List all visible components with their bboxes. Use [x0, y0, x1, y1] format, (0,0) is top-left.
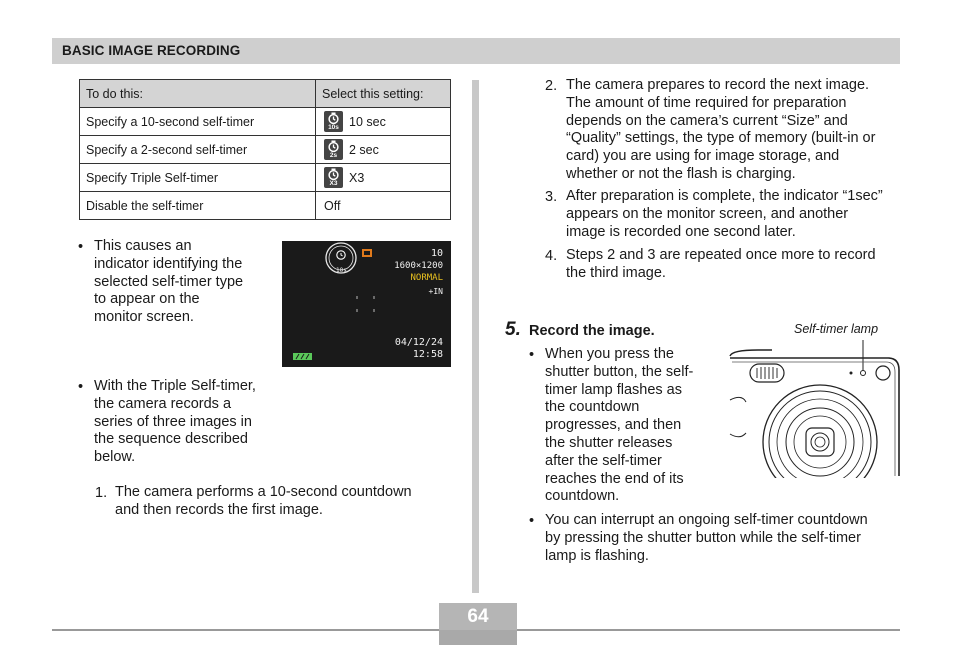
bullet-icon: •	[529, 513, 535, 529]
column-divider	[472, 80, 479, 593]
step-text: The camera prepares to record the next image. The amount of time required for preparation depends on the camera’s current “Size” and “Quality” settings, the type of memory (built-in or card) you are using for image storage, and whether or not the flash is charging.	[566, 77, 876, 182]
bullet-icon: •	[78, 379, 84, 395]
step-number: 2.	[545, 78, 558, 94]
step-number: 4.	[545, 248, 558, 264]
setting-value: X3	[349, 170, 365, 185]
table-row	[80, 108, 451, 136]
bullet-icon: •	[78, 239, 84, 255]
setting-value: Off	[324, 198, 341, 213]
bullet-text-interrupt: You can interrupt an ongoing self-timer countdown by pressing the shutter button while the self-timer lamp is flashing.	[545, 512, 868, 564]
monitor-timer-label: 10s	[336, 267, 347, 274]
self-timer-lamp-label: Self-timer lamp	[794, 322, 879, 336]
monitor-time: 12:58	[412, 349, 443, 360]
bullet-icon: •	[529, 347, 535, 363]
table-row	[80, 136, 451, 164]
table-header-action: To do this:	[80, 80, 316, 108]
table-cell-setting	[316, 164, 451, 192]
step-five-title: Record the image.	[529, 323, 655, 339]
step-text: The camera performs a 10-second countdown and then records the first image.	[115, 484, 412, 518]
table-cell-action: Disable the self-timer	[80, 192, 316, 220]
bullet-text-shutter: When you press the shutter button, the self- timer lamp flashes as the countdown progresses, and then the shutter releases after the self-timer reaches the end of its countdown.	[545, 346, 694, 505]
step-number: 3.	[545, 189, 558, 205]
monitor-shot-count: 10	[430, 248, 443, 259]
table-cell-setting	[316, 108, 451, 136]
step-five-number: 5.	[505, 319, 521, 340]
monitor-image-size: 1600×1200	[394, 261, 443, 271]
monitor-date: 04/12/24	[394, 337, 443, 348]
monitor-memory: +IN	[428, 287, 443, 296]
table-cell-action: Specify a 2-second self-timer	[80, 136, 316, 164]
step-number: 1.	[95, 485, 108, 501]
setting-value: 10 sec	[349, 114, 386, 129]
section-title: BASIC IMAGE RECORDING	[62, 43, 241, 58]
bullet-text-triple-timer: With the Triple Self-timer, the camera records a series of three images in the sequence described below.	[94, 378, 256, 466]
table-cell-setting	[316, 136, 451, 164]
self-timer-icon: 10s	[324, 111, 343, 132]
self-timer-settings-table	[79, 79, 451, 220]
self-timer-icon: 2s	[324, 139, 343, 160]
table-header-setting: Select this setting:	[316, 80, 451, 108]
step-text: Steps 2 and 3 are repeated once more to record the third image.	[566, 247, 876, 281]
table-row	[80, 192, 451, 220]
page-number-box	[439, 603, 517, 645]
table-cell-action: Specify Triple Self-timer	[80, 164, 316, 192]
bullet-text-indicator: This causes an indicator identifying the selected self-timer type to appear on the monitor screen.	[94, 238, 244, 326]
table-header-row	[80, 80, 451, 108]
monitor-screen-image	[282, 241, 451, 367]
camera-illustration	[728, 338, 900, 478]
table-cell-action: Specify a 10-second self-timer	[80, 108, 316, 136]
section-header-bar	[52, 38, 900, 64]
page-number: 64	[467, 606, 489, 627]
setting-value: 2 sec	[349, 142, 379, 157]
table-row	[80, 164, 451, 192]
table-cell-setting	[316, 192, 451, 220]
step-text: After preparation is complete, the indicator “1sec” appears on the monitor screen, and another image is recorded one second later.	[566, 188, 883, 240]
self-timer-icon: X3	[324, 167, 343, 188]
monitor-quality: NORMAL	[410, 273, 443, 283]
